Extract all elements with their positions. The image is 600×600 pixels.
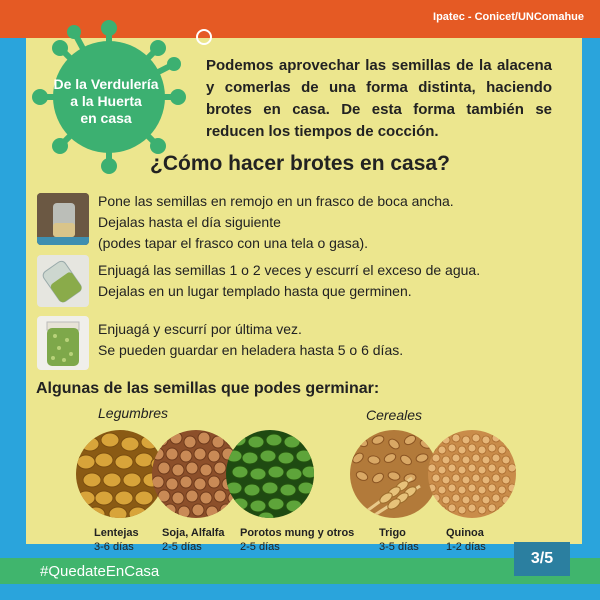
seed-days: 3-5 días [379,541,419,553]
step-line: (podes tapar el frasco con una tela o gasa). [98,235,369,251]
logo-line: a la Huerta [70,93,142,109]
soaking-jar-photo [37,193,89,245]
seed-days: 2-5 días [162,541,202,553]
logo-text [50,76,162,127]
mung-beans-image [226,430,314,518]
circle-icon [196,29,212,45]
seed-name: Lentejas [94,527,139,539]
step-3-text [98,319,403,361]
step-line: Dejalas en un lugar templado hasta que germinen. [98,283,412,299]
step-line: Se pueden guardar en heladera hasta 5 o 6 días. [98,342,404,358]
logo-line: en casa [80,110,132,126]
intro-text: Podemos aprovechar las semillas de la alacena y comerlas de una forma distinta, haciendo brotes en casa. De esta forma también se reducen los tiempos de cocción. [206,57,552,140]
page-indicator: 3/5 [514,542,570,576]
rinsing-jar-photo [37,255,89,307]
seed-days: 3-6 días [94,541,134,553]
step-line: Pone las semillas en remojo en un frasco de boca ancha. [98,193,454,209]
step-line: Enjuagá las semillas 1 o 2 veces y escurrí el exceso de agua. [98,262,481,278]
wheat-image [350,430,438,518]
credit-text: Ipatec - Conicet/UNComahue [433,11,584,23]
seed-name: Quinoa [446,527,484,539]
seed-days: 2-5 días [240,541,280,553]
logo-line: De la Verdulería [53,76,159,92]
category-cereals: Cereales [366,407,423,423]
seed-name: Soja, Alfalfa [162,527,225,539]
quinoa-image [428,430,516,518]
seed-days: 1-2 días [446,541,486,553]
step-line: Dejalas hasta el día siguiente [98,214,281,230]
seed-name: Trigo [379,527,406,539]
category-legumes: Legumbres [98,405,169,421]
seed-name: Porotos mung y otros [240,527,355,539]
hashtag: #QuedateEnCasa [40,563,160,580]
lentils-image [76,430,164,518]
seeds-title: Algunas de las semillas que podes germinar: [36,380,380,397]
step-line: Enjuagá y escurrí por última vez. [98,321,302,337]
step-1-text [98,191,454,254]
sprouts-jar-photo [37,316,89,370]
step-2-text [98,260,480,302]
section-title: ¿Cómo hacer brotes en casa? [150,152,450,175]
